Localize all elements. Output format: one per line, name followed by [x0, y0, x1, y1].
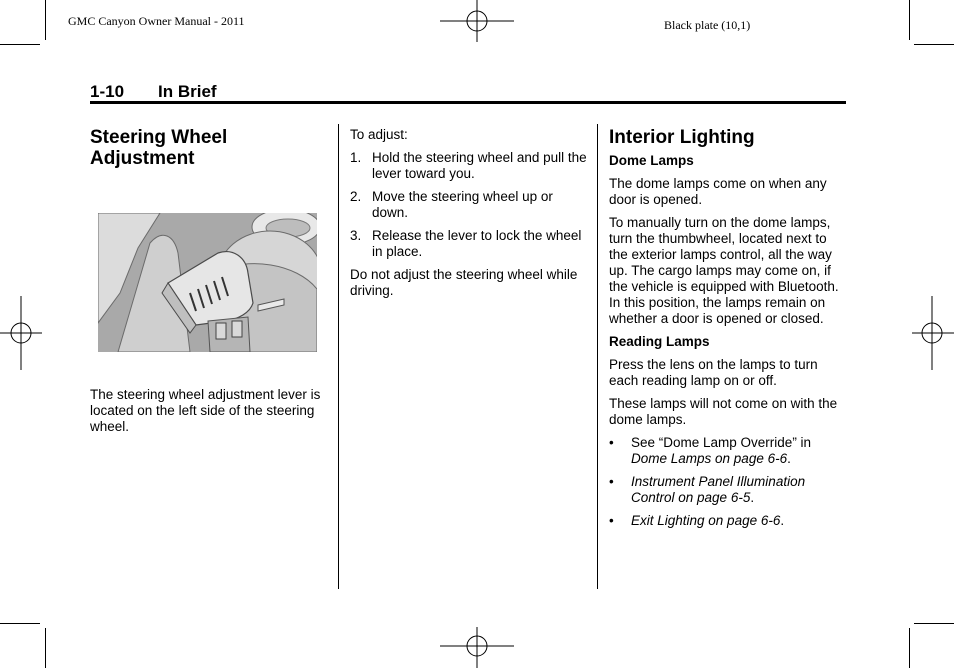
adjust-intro: To adjust:	[350, 127, 408, 142]
bullet-icon: •	[609, 513, 614, 528]
list-item	[609, 435, 847, 467]
lever-location-text: The steering wheel adjustment lever is located on the left side of the steering wheel.	[90, 387, 321, 434]
punctuation: .	[780, 513, 785, 528]
column-1-body	[90, 387, 330, 442]
step-number: 2.	[350, 189, 362, 204]
list-item	[350, 150, 588, 182]
steering-wheel-lever-figure	[98, 213, 317, 352]
step-text: Hold the steering wheel and pull the lever toward you.	[372, 150, 587, 181]
registration-mark-bottom	[440, 627, 514, 668]
punctuation: .	[750, 490, 755, 505]
bullet-icon: •	[609, 474, 614, 489]
registration-mark-right	[912, 296, 954, 370]
column-3	[609, 124, 847, 536]
crop-mark	[0, 44, 40, 45]
crop-mark	[45, 0, 46, 40]
column-divider	[597, 124, 598, 589]
section-header	[90, 82, 846, 102]
step-text: Release the lever to lock the wheel in place.	[372, 228, 582, 259]
dome-lamps-text-1: The dome lamps come on when any door is opened.	[609, 176, 827, 207]
column-divider	[338, 124, 339, 589]
list-item	[350, 189, 588, 221]
page-number: 1-10	[90, 82, 125, 101]
bullet-icon: •	[609, 435, 614, 450]
column-2	[350, 127, 588, 306]
step-number: 1.	[350, 150, 362, 165]
registration-mark-left	[0, 296, 42, 370]
reading-lamps-text-1: Press the lens on the lamps to turn each reading lamp on or off.	[609, 357, 818, 388]
step-text: Move the steering wheel up or down.	[372, 189, 553, 220]
punctuation: .	[787, 451, 791, 466]
step-number: 3.	[350, 228, 362, 243]
heading-steering-wheel-adjustment: Steering Wheel Adjustment	[90, 127, 228, 169]
lever-illustration	[98, 213, 317, 352]
list-item	[609, 474, 847, 506]
subheading-reading-lamps: Reading Lamps	[609, 334, 710, 349]
heading-interior-lighting: Interior Lighting	[609, 127, 755, 148]
crop-mark	[909, 628, 910, 668]
header-rule	[90, 101, 846, 104]
cross-reference-list	[609, 435, 847, 529]
crop-mark	[909, 0, 910, 40]
plate-label: Black plate (10,1)	[664, 18, 751, 32]
section-title: In Brief	[158, 82, 217, 101]
dome-lamps-text-2: To manually turn on the dome lamps, turn the thumbwheel, located next to the exterior lamps control, all the way up. The cargo lamps may come on, if the vehicle is equipped with Bluetooth. In this position, the lamps remain on whether a door is opened or closed.	[609, 215, 839, 326]
bullet-text: See “Dome Lamp Override” in	[631, 435, 812, 450]
registration-mark-top	[440, 0, 514, 42]
exit-lighting-link[interactable]: Exit Lighting on page 6-6	[631, 513, 781, 528]
list-item	[609, 513, 847, 529]
crop-mark	[0, 623, 40, 624]
instrument-panel-illumination-link[interactable]: Instrument Panel Illumination Control on page 6-5	[631, 474, 806, 505]
column-1	[90, 124, 330, 169]
dome-lamps-page-link[interactable]: Dome Lamps on page 6-6	[631, 451, 788, 466]
driving-warning: Do not adjust the steering wheel while driving.	[350, 267, 578, 298]
adjust-steps	[350, 150, 588, 260]
manual-title: GMC Canyon Owner Manual - 2011	[68, 14, 245, 28]
crop-mark	[914, 623, 954, 624]
crop-mark	[914, 44, 954, 45]
subheading-dome-lamps: Dome Lamps	[609, 153, 694, 168]
reading-lamps-text-2: These lamps will not come on with the dome lamps.	[609, 396, 838, 427]
list-item	[350, 228, 588, 260]
crop-mark	[45, 628, 46, 668]
